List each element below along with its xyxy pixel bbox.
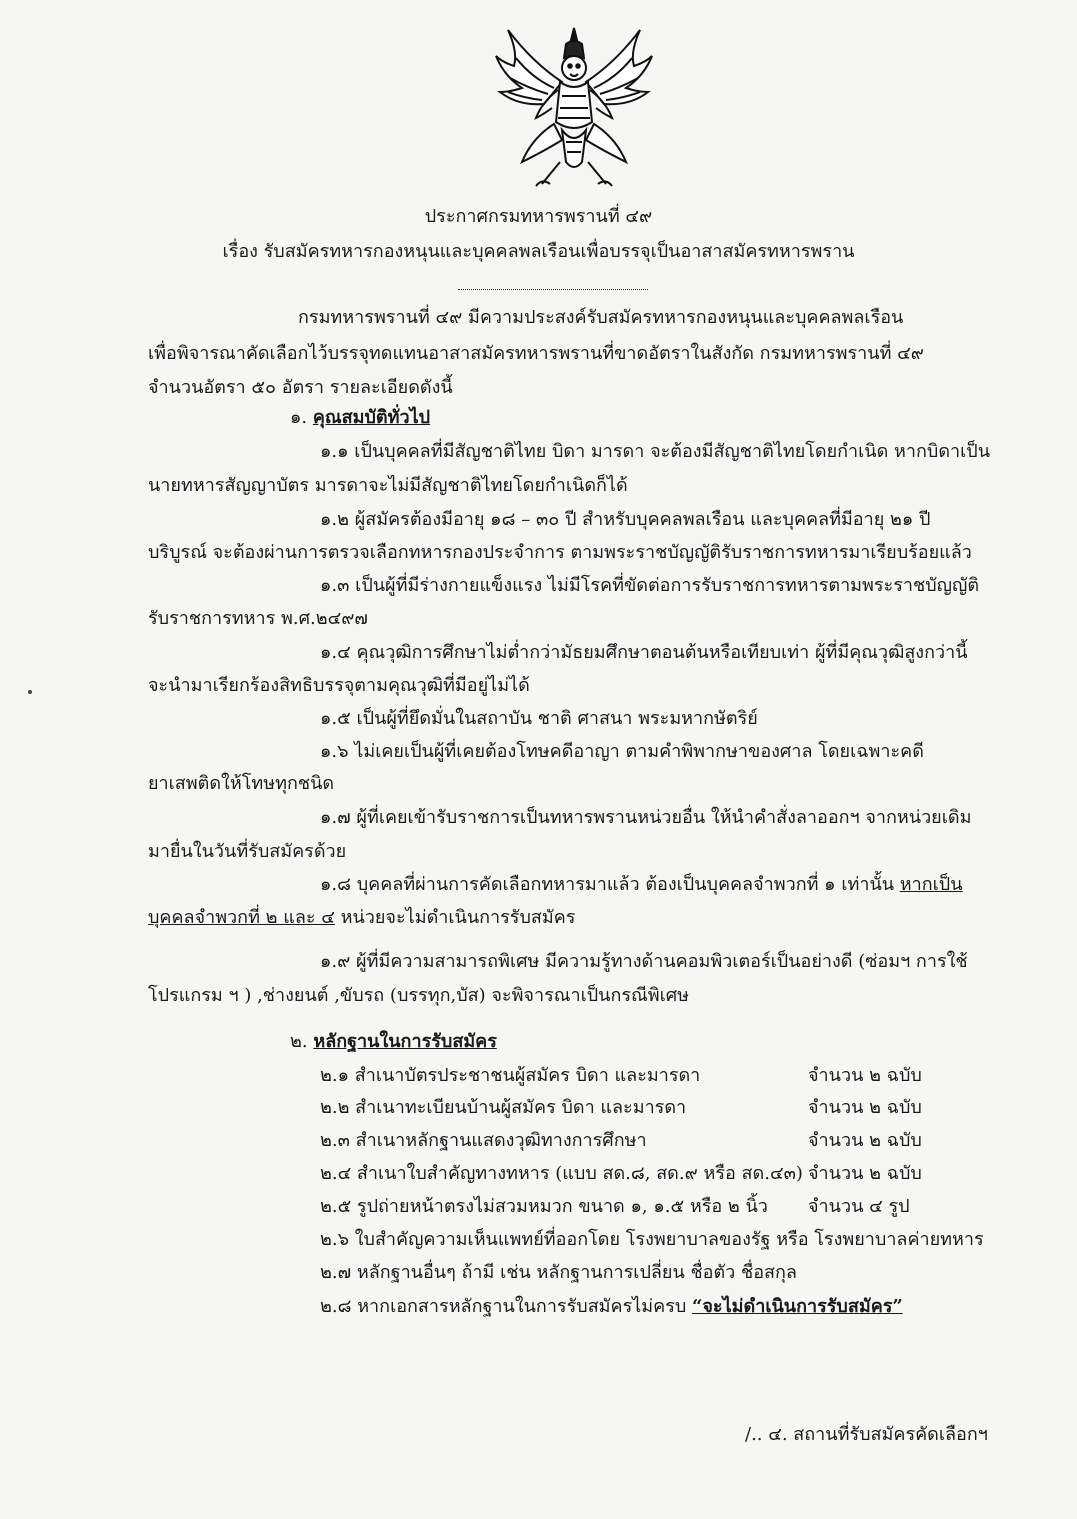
announcement-title: ประกาศกรมทหารพรานที่ ๔๙ xyxy=(424,206,653,227)
item-text: ๒.๘ หากเอกสารหลักฐานในการรับสมัครไม่ครบ xyxy=(320,1296,693,1317)
document-item xyxy=(320,1295,903,1319)
qualification-item-cont: ยาเสพติดให้โทษทุกชนิด xyxy=(148,773,335,794)
document-item: ๒.๖ ใบสำคัญความเห็นแพทย์ที่ออกโดย โรงพยาบาลของรัฐ หรือ โรงพยาบาลค่ายทหาร xyxy=(320,1229,984,1250)
item-text-underlined: บุคคลจำพวกที่ ๒ และ ๔ xyxy=(148,907,335,928)
document-quantity: จำนวน ๒ ฉบับ xyxy=(808,1097,922,1118)
continuation-note: /.. ๔. สถานที่รับสมัครคัดเลือกฯ xyxy=(745,1424,988,1445)
section-number: ๑. xyxy=(290,407,308,428)
title-separator xyxy=(458,289,648,290)
qualification-item xyxy=(320,873,963,897)
section-title: หลักฐานในการรับสมัคร xyxy=(313,1031,497,1052)
section-number: ๒. xyxy=(290,1031,308,1052)
document-item: ๒.๓ สำเนาหลักฐานแสดงวุฒิทางการศึกษา xyxy=(320,1130,647,1151)
item-text-emphasis: “จะไม่ดำเนินการรับสมัคร” xyxy=(692,1296,903,1317)
qualification-item: ๑.๑ เป็นบุคคลที่มีสัญชาติไทย บิดา มารดา จะต้องมีสัญชาติไทยโดยกำเนิด หากบิดาเป็น xyxy=(320,441,990,462)
qualification-item: ๑.๒ ผู้สมัครต้องมีอายุ ๑๘ – ๓๐ ปี สำหรับบุคคลพลเรือน และบุคคลที่มีอายุ ๒๑ ปี xyxy=(320,509,931,530)
document-item: ๒.๔ สำเนาใบสำคัญทางทหาร (แบบ สด.๘, สด.๙ หรือ สด.๔๓) xyxy=(320,1163,803,1184)
document-item: ๒.๕ รูปถ่ายหน้าตรงไม่สวมหมวก ขนาด ๑, ๑.๕ หรือ ๒ นิ้ว xyxy=(320,1196,768,1217)
qualification-item: ๑.๗ ผู้ที่เคยเข้ารับราชการเป็นทหารพรานหน่วยอื่น ให้นำคำสั่งลาออกฯ จากหน่วยเดิม xyxy=(320,807,972,828)
qualification-item-cont: โปรแกรม ฯ ) ,ช่างยนต์ ,ขับรถ (บรรทุก,บัส) จะพิจารณาเป็นกรณีพิเศษ xyxy=(148,985,690,1006)
qualification-item: ๑.๙ ผู้ที่มีความสามารถพิเศษ มีความรู้ทางด้านคอมพิวเตอร์เป็นอย่างดี (ซ่อมฯ การใช้ xyxy=(320,951,968,972)
qualification-item: ๑.๕ เป็นผู้ที่ยึดมั่นในสถาบัน ชาติ ศาสนา พระมหากษัตริย์ xyxy=(320,708,758,729)
section-title: คุณสมบัติทั่วไป xyxy=(312,407,431,428)
intro-line: เพื่อพิจารณาคัดเลือกไว้บรรจุทดแทนอาสาสมัครทหารพรานที่ขาดอัตราในสังกัด กรมทหารพรานที่ ๔๙ xyxy=(148,343,924,364)
intro-line: กรมทหารพรานที่ ๔๙ มีความประสงค์รับสมัครทหารกองหนุนและบุคคลพลเรือน xyxy=(298,307,904,328)
qualification-item: ๑.๔ คุณวุฒิการศึกษาไม่ต่ำกว่ามัธยมศึกษาตอนต้นหรือเทียบเท่า ผู้ที่มีคุณวุฒิสูงกว่านี้ xyxy=(320,642,968,663)
garuda-emblem-icon xyxy=(492,22,657,192)
qualification-item-cont: จะนำมาเรียกร้องสิทธิบรรจุตามคุณวุฒิที่มีอยู่ไม่ได้ xyxy=(148,675,530,696)
document-item: ๒.๒ สำเนาทะเบียนบ้านผู้สมัคร บิดา และมารดา xyxy=(320,1097,687,1118)
qualification-item: ๑.๖ ไม่เคยเป็นผู้ที่เคยต้องโทษคดีอาญา ตามคำพิพากษาของศาล โดยเฉพาะคดี xyxy=(320,741,924,762)
intro-line: จำนวนอัตรา ๕๐ อัตรา รายละเอียดดังนี้ xyxy=(148,377,453,398)
qualification-item-cont: นายทหารสัญญาบัตร มารดาจะไม่มีสัญชาติไทยโดยกำเนิดก็ได้ xyxy=(148,475,628,496)
document-item: ๒.๗ หลักฐานอื่นๆ ถ้ามี เช่น หลักฐานการเปลี่ยน ชื่อตัว ชื่อสกุล xyxy=(320,1262,797,1283)
section2-heading xyxy=(290,1030,497,1054)
qualification-item-cont: บริบูรณ์ จะต้องผ่านการตรวจเลือกทหารกองประจำการ ตามพระราชบัญญัติรับราชการทหารมาเรียบร้อยแล้ว xyxy=(148,542,972,563)
item-text-underlined: หากเป็น xyxy=(899,874,963,895)
section1-heading xyxy=(290,406,430,430)
document-quantity: จำนวน ๒ ฉบับ xyxy=(808,1065,922,1086)
document-quantity: จำนวน ๒ ฉบับ xyxy=(808,1163,922,1184)
scan-speck xyxy=(28,690,32,694)
qualification-item-cont: รับราชการทหาร พ.ศ.๒๔๙๗ xyxy=(148,608,368,629)
qualification-item-cont: มายื่นในวันที่รับสมัครด้วย xyxy=(148,841,347,862)
qualification-item-cont xyxy=(148,906,575,930)
item-text: หน่วยจะไม่ดำเนินการรับสมัคร xyxy=(334,907,576,928)
document-item: ๒.๑ สำเนาบัตรประชาชนผู้สมัคร บิดา และมารดา xyxy=(320,1065,701,1086)
qualification-item: ๑.๓ เป็นผู้ที่มีร่างกายแข็งแรง ไม่มีโรคที่ขัดต่อการรับราชการทหารตามพระราชบัญญัติ xyxy=(320,575,980,596)
item-text: ๑.๘ บุคคลที่ผ่านการคัดเลือกทหารมาแล้ว ต้องเป็นบุคคลจำพวกที่ ๑ เท่านั้น xyxy=(320,874,900,895)
document-quantity: จำนวน ๒ ฉบับ xyxy=(808,1130,922,1151)
document-quantity: จำนวน ๔ รูป xyxy=(808,1196,910,1217)
announcement-subject: เรื่อง รับสมัครทหารกองหนุนและบุคคลพลเรือนเพื่อบรรจุเป็นอาสาสมัครทหารพราน xyxy=(222,241,855,262)
